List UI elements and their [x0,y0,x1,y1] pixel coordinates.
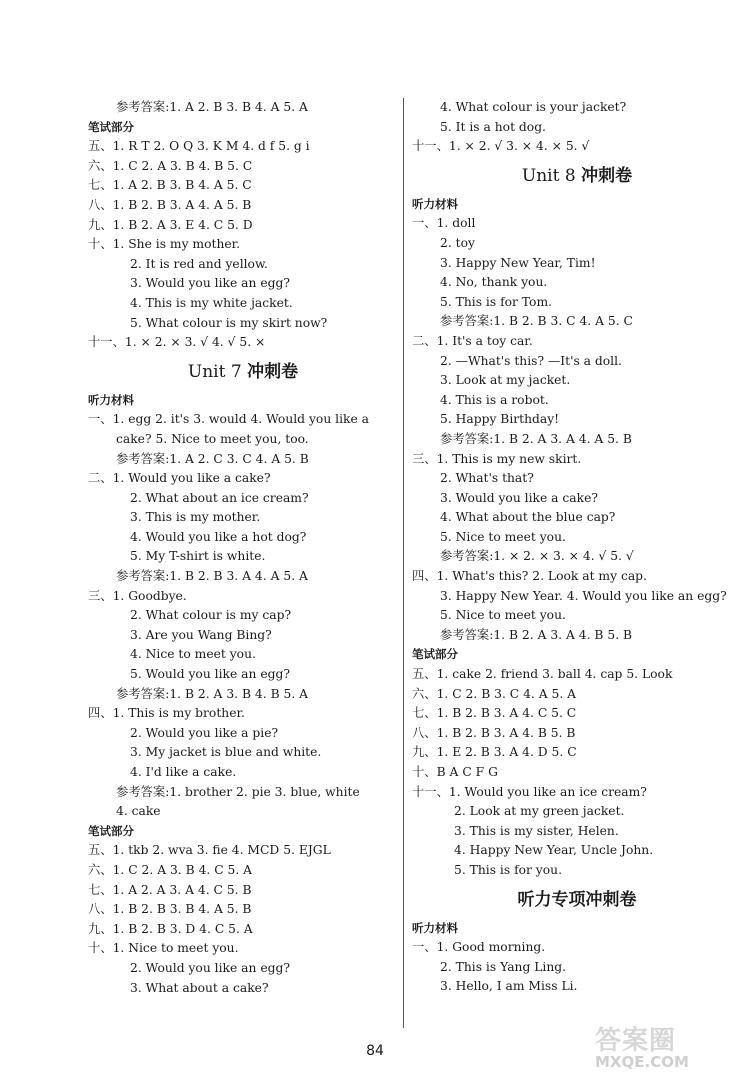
answer-line: 十一、1. × 2. × 3. √ 4. √ 5. × [88,335,266,350]
answer-line: 4. This is a robot. [440,392,549,407]
answer-line: 2. This is Yang Ling. [440,959,567,974]
answer-line: 参考答案:1. B 2. A 3. B 4. B 5. A [116,686,309,701]
answer-line: 四、1. This is my brother. [88,706,245,721]
unit-title [412,157,742,195]
answer-line: 九、1. B 2. B 3. D 4. C 5. A [88,921,253,936]
answer-line: 5. Happy Birthday! [440,412,560,427]
answer-line: 4. What colour is your jacket? [440,100,627,114]
answer-line: 2. What about an ice cream? [130,490,309,505]
answer-line: 4. Happy New Year, Uncle John. [454,843,654,858]
answer-line: 参考答案:1. A 2. B 3. B 4. A 5. A [116,100,308,114]
answer-line: 一、1. doll [412,216,476,231]
answer-line: 九、1. E 2. B 3. A 4. D 5. C [412,745,577,760]
answer-line: 3. Happy New Year. 4. Would you like an egg? [440,588,727,603]
answer-line: 5. What colour is my skirt now? [130,315,328,330]
answer-line: 3. Are you Wang Bing? [130,627,272,642]
section-heading: 笔试部分 [88,119,134,134]
section-heading: 听力材料 [412,920,458,935]
answer-line: 4. What about the blue cap? [440,510,616,525]
answer-line: 2. It is red and yellow. [130,256,268,271]
answer-line: 5. It is a hot dog. [440,119,546,134]
answer-line: 5. This is for Tom. [440,294,553,309]
answer-line: 六、1. C 2. A 3. B 4. C 5. A [88,862,253,877]
unit-title-name: Unit 7 [187,361,242,382]
answer-line: 八、1. B 2. B 3. B 4. A 5. B [88,902,252,917]
answer-line: 参考答案:1. × 2. × 3. × 4. √ 5. √ [440,549,634,564]
answer-line: 五、1. cake 2. friend 3. ball 4. cap 5. Look [412,667,673,682]
answer-line: 二、1. Would you like a cake? [88,471,271,486]
answer-line: cake? 5. Nice to meet you, too. [116,431,309,446]
page-number: 84 [366,1043,384,1059]
section-heading: 笔试部分 [412,647,458,662]
watermark-logo-text: 答案圈 [595,1026,677,1056]
answer-line: 2. —What's this? —It's a doll. [440,353,622,368]
answer-line: 参考答案:1. B 2. B 3. C 4. A 5. C [440,314,633,329]
answer-line: 六、1. C 2. B 3. C 4. A 5. A [412,686,577,701]
answer-line: 七、1. B 2. B 3. A 4. C 5. C [412,706,577,721]
answer-line: 5. Nice to meet you. [440,608,566,623]
answer-line: 十、1. She is my mother. [88,237,241,252]
answer-line: 四、1. What's this? 2. Look at my cap. [412,569,647,584]
answer-line: 十、1. Nice to meet you. [88,941,239,956]
answer-line: 八、1. B 2. B 3. A 4. A 5. B [88,197,252,212]
answer-line: 4. cake [116,804,161,819]
answer-line: 六、1. C 2. A 3. B 4. B 5. C [88,158,253,173]
section-title: 听力专项冲刺卷 [517,889,637,910]
unit-title-label: 冲刺卷 [247,361,299,382]
unit-title [88,353,398,391]
answer-line: 4. Would you like a hot dog? [130,529,307,544]
left-column [88,98,398,998]
section-heading: 笔试部分 [88,823,134,838]
answer-line: 3. This is my sister, Helen. [454,823,619,838]
section-heading: 听力材料 [88,392,134,407]
answer-line: 3. Happy New Year, Tim! [440,255,596,270]
answer-line: 参考答案:1. B 2. A 3. A 4. A 5. B [440,431,632,446]
answer-line: 4. I'd like a cake. [130,765,237,779]
unit-title-label: 冲刺卷 [581,165,633,186]
column-divider [403,98,404,1028]
answer-line: 八、1. B 2. B 3. A 4. B 5. B [412,725,576,740]
answer-line: 七、1. A 2. B 3. B 4. A 5. C [88,178,252,193]
answer-line: 三、1. This is my new skirt. [412,451,582,466]
answer-line: 2. Would you like an egg? [130,960,290,975]
answer-line: 参考答案:1. B 2. A 3. A 4. B 5. B [440,627,633,642]
answer-line: 2. What colour is my cap? [130,608,292,623]
answer-line: 2. toy [440,235,475,250]
answer-line: 十一、1. × 2. √ 3. × 4. × 5. √ [412,139,590,154]
answer-line: 参考答案:1. brother 2. pie 3. blue, white [116,784,360,799]
answer-line: 3. What about a cake? [130,980,269,995]
answer-line: 2. Would you like a pie? [130,725,279,740]
answer-line: 十、B A C F G [412,765,498,779]
answer-line: 五、1. tkb 2. wva 3. fie 4. MCD 5. EJGL [88,843,331,858]
answer-line: 九、1. B 2. A 3. E 4. C 5. D [88,217,253,232]
answer-line: 3. Would you like an egg? [130,276,290,291]
answer-line: 3. Would you like a cake? [440,490,598,505]
answer-line: 2. Look at my green jacket. [454,804,625,819]
answer-line: 4. No, thank you. [440,275,548,290]
watermark-logo [595,1020,745,1080]
answer-line: 3. My jacket is blue and white. [130,745,322,760]
right-column [412,98,742,997]
answer-line: 3. Look at my jacket. [440,373,571,388]
answer-line: 二、1. It's a toy car. [412,333,533,348]
answer-line: 参考答案:1. B 2. B 3. A 4. A 5. A [116,569,308,584]
answer-line: 5. My T-shirt is white. [130,549,266,564]
answer-line: 5. This is for you. [454,862,562,877]
answer-line: 一、1. egg 2. it's 3. would 4. Would you like a [88,412,369,427]
watermark-url: MXQE.COM [595,1053,689,1071]
answer-line: 3. Hello, I am Miss Li. [440,979,578,994]
answer-line: 三、1. Goodbye. [88,588,187,603]
answer-line: 2. What's that? [440,471,534,486]
answer-line: 五、1. R T 2. O Q 3. K M 4. d f 5. g i [88,139,310,154]
section-heading: 听力材料 [412,196,458,211]
answer-line: 参考答案:1. A 2. C 3. C 4. A 5. B [116,451,309,466]
answer-line: 5. Nice to meet you. [440,529,566,544]
answer-line: 3. This is my mother. [130,510,261,525]
answer-line: 4. Nice to meet you. [130,647,256,662]
answer-line: 十一、1. Would you like an ice cream? [412,784,647,799]
answer-line: 5. Would you like an egg? [130,667,290,682]
answer-line: 4. This is my white jacket. [130,295,293,310]
answer-line: 一、1. Good morning. [412,940,546,955]
answer-line: 七、1. A 2. A 3. A 4. C 5. B [88,882,252,897]
unit-title-name: Unit 8 [521,165,576,186]
